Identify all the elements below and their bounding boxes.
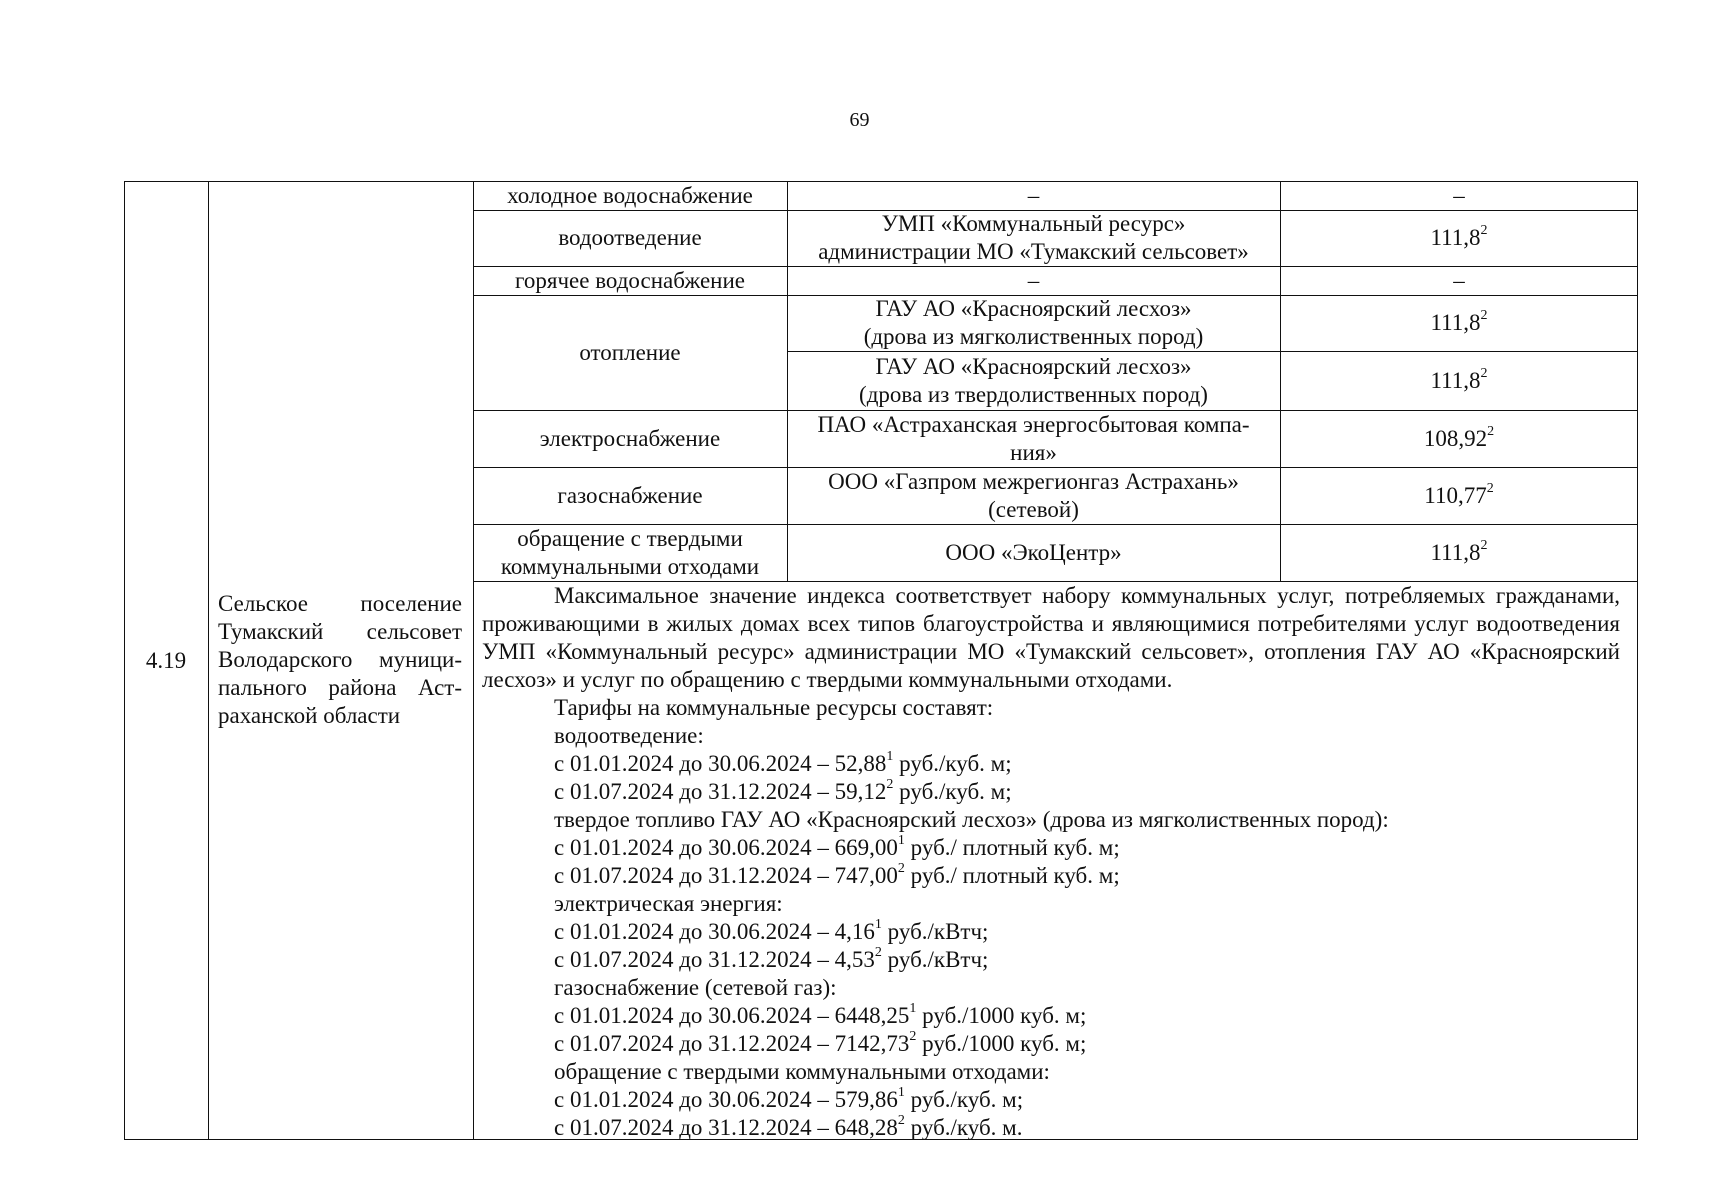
- tariff-text: газоснабжение (сетевой газ):: [554, 975, 837, 1000]
- index-cell: [1280, 210, 1638, 266]
- service-name-cell: [473, 181, 787, 210]
- index-number: –: [1453, 267, 1465, 293]
- tariff-unit: руб./куб. м;: [893, 779, 1012, 804]
- tariff-text: с 01.07.2024 до 31.12.2024 – 747,00: [554, 863, 898, 888]
- index-number: 111,8: [1430, 367, 1481, 393]
- footnote-mark: 2: [886, 777, 894, 793]
- provider-name: (дрова из твердолиственных пород): [859, 381, 1208, 407]
- service-name-cell: [473, 295, 787, 410]
- page-number: 69: [849, 109, 870, 131]
- tariff-line: [482, 1114, 1620, 1142]
- tariff-text: твердое топливо ГАУ АО «Красноярский лесхоз» (дрова из мягколиственных пород):: [554, 807, 1389, 832]
- tariff-unit: руб./кВтч;: [881, 919, 989, 944]
- tariff-line: [482, 722, 1620, 750]
- tariff-text: с 01.07.2024 до 31.12.2024 – 59,12: [554, 779, 887, 804]
- index-value: [1430, 224, 1487, 252]
- provider-cell: [787, 210, 1280, 266]
- tariff-text: водоотведение:: [554, 723, 704, 748]
- index-number: 110,77: [1424, 482, 1487, 508]
- index-cell: [1280, 410, 1638, 467]
- service-name: горячее водоснабжение: [515, 267, 745, 293]
- service-name-cell: [473, 266, 787, 295]
- settlement-line: Сельское поселение: [218, 591, 462, 616]
- service-name-cell: [473, 410, 787, 467]
- provider-cell: [787, 295, 1280, 351]
- tariff-text: с 01.07.2024 до 31.12.2024 – 7142,73: [554, 1031, 910, 1056]
- tariff-line: [482, 890, 1620, 918]
- footnote-mark: 1: [897, 1085, 905, 1101]
- tariff-unit: руб./ плотный куб. м;: [904, 835, 1120, 860]
- index-number: 111,8: [1430, 225, 1481, 250]
- service-name-cell: [473, 210, 787, 266]
- index-number: –: [1453, 182, 1465, 208]
- tariff-text: с 01.07.2024 до 31.12.2024 – 648,28: [554, 1115, 898, 1140]
- provider-name: ния»: [1010, 439, 1057, 465]
- footnote-mark: 2: [897, 1113, 905, 1129]
- index-cell: [1280, 181, 1638, 210]
- tariff-lines: [482, 694, 1620, 1142]
- provider-name: ПАО «Астраханская энергосбытовая компа-: [817, 411, 1250, 437]
- footnote-mark: 2: [1480, 223, 1488, 239]
- service-name: газоснабжение: [557, 482, 703, 508]
- tariff-line: [482, 834, 1620, 862]
- settlement-line: Володарского муници-: [218, 647, 462, 672]
- footnote-mark: 1: [897, 833, 905, 849]
- tariff-text: с 01.01.2024 до 30.06.2024 – 579,86: [554, 1087, 898, 1112]
- tariff-text: с 01.01.2024 до 30.06.2024 – 6448,25: [554, 1003, 910, 1028]
- tariff-unit: руб./куб. м;: [904, 1087, 1024, 1112]
- index-cell: [1280, 266, 1638, 295]
- index-number: 111,8: [1430, 539, 1481, 565]
- provider-name: (дрова из мягколиственных пород): [863, 324, 1204, 349]
- footnote-mark: 1: [909, 1001, 917, 1017]
- provider-name: –: [1027, 182, 1040, 208]
- tariff-line: [482, 1086, 1620, 1114]
- tariff-line: [482, 694, 1620, 722]
- provider-name: УМП «Коммунальный ресурс»: [881, 211, 1186, 236]
- footnote-mark: 2: [874, 945, 882, 961]
- tariff-line: [482, 750, 1620, 778]
- tariff-line: [482, 918, 1620, 946]
- tariff-text: Тарифы на коммунальные ресурсы составят:: [554, 695, 994, 720]
- table-vertical-rule: [208, 181, 209, 1140]
- tariff-text: с 01.01.2024 до 30.06.2024 – 52,88: [554, 751, 887, 776]
- index-number: 108,92: [1423, 425, 1488, 451]
- service-name: отопление: [579, 339, 681, 365]
- index-value: [1453, 182, 1465, 210]
- service-name-cell: [473, 467, 787, 524]
- tariff-text: с 01.01.2024 до 30.06.2024 – 669,00: [554, 835, 898, 860]
- provider-cell: [787, 467, 1280, 524]
- provider-name: (сетевой): [988, 496, 1079, 522]
- index-cell: [1280, 295, 1638, 351]
- index-cell: [1280, 351, 1638, 410]
- tariff-line: [482, 778, 1620, 806]
- index-value: [1430, 539, 1487, 567]
- provider-cell: [787, 181, 1280, 210]
- settlement-line: пального района Аст-: [218, 675, 462, 700]
- index-cell: [1280, 467, 1638, 524]
- provider-name: –: [1027, 267, 1040, 293]
- footnote-mark: 1: [886, 749, 894, 765]
- footnote-mark: 2: [897, 861, 905, 877]
- index-value: [1424, 482, 1493, 510]
- service-name: холодное водоснабжение: [507, 182, 753, 208]
- footnote-mark: 2: [1480, 537, 1488, 553]
- tariff-unit: руб./ плотный куб. м;: [904, 863, 1120, 888]
- tariff-line: [482, 862, 1620, 890]
- index-value: [1424, 425, 1494, 453]
- tariff-text: обращение с твердыми коммунальными отходами:: [554, 1059, 1050, 1084]
- tariff-unit: руб./куб. м.: [904, 1115, 1023, 1140]
- provider-name: ООО «ЭкоЦентр»: [945, 539, 1122, 565]
- tariff-unit: руб./кВтч;: [881, 947, 989, 972]
- provider-name: ООО «Газпром межрегионгаз Астрахань»: [828, 468, 1239, 494]
- index-value: [1453, 267, 1465, 295]
- tariff-line: [482, 1002, 1620, 1030]
- settlement-name: [218, 590, 462, 730]
- footnote-mark: 2: [1486, 480, 1494, 496]
- provider-cell: [787, 410, 1280, 467]
- tariff-line: [482, 974, 1620, 1002]
- tariff-line: [482, 1030, 1620, 1058]
- tariff-unit: руб./куб. м;: [893, 751, 1012, 776]
- service-name: электроснабжение: [539, 425, 721, 451]
- footnote-mark: 2: [909, 1029, 917, 1045]
- service-name: водоотведение: [558, 225, 702, 250]
- footnote-mark: 2: [1487, 423, 1495, 439]
- tariff-text: электрическая энергия:: [554, 891, 783, 916]
- settlement-line: Тумакский сельсовет: [218, 619, 462, 644]
- tariff-line: [482, 1058, 1620, 1086]
- provider-name: ГАУ АО «Красноярский лесхоз»: [875, 353, 1192, 379]
- footnote-mark: 1: [874, 917, 882, 933]
- tariff-text: с 01.01.2024 до 30.06.2024 – 4,16: [554, 919, 875, 944]
- note-paragraph: Максимальное значение индекса соответствует набору коммунальных услуг, потребляемых гражданами, проживающими в жилых домах всех типов благоустройства и являющимися потребителями услуг водоотведения УМП «Коммунальный ресурс» администрации МО «Тумакский сельсовет», отопления ГАУ АО «Красноярский лесхоз» и услуг по обращению с твердыми коммунальными отходами.: [482, 583, 1620, 692]
- tariff-unit: руб./1000 куб. м;: [916, 1003, 1087, 1028]
- row-number: 4.19: [145, 647, 187, 673]
- index-number: 111,8: [1430, 310, 1481, 335]
- provider-cell: [787, 351, 1280, 410]
- footnote-mark: 2: [1480, 308, 1488, 324]
- footnote-mark: 2: [1480, 365, 1488, 381]
- service-name: обращение с твердыми: [517, 525, 743, 551]
- provider-name: администрации МО «Тумакский сельсовет»: [818, 239, 1249, 264]
- service-name: коммунальными отходами: [500, 553, 760, 579]
- provider-cell: [787, 266, 1280, 295]
- tariff-line: [482, 806, 1620, 834]
- tariff-text: с 01.07.2024 до 31.12.2024 – 4,53: [554, 947, 875, 972]
- tariff-unit: руб./1000 куб. м;: [916, 1031, 1087, 1056]
- provider-name: ГАУ АО «Красноярский лесхоз»: [875, 296, 1192, 321]
- tariff-note: [482, 582, 1620, 1142]
- service-name-cell: [473, 524, 787, 581]
- provider-cell: [787, 524, 1280, 581]
- index-cell: [1280, 524, 1638, 581]
- tariff-line: [482, 946, 1620, 974]
- index-value: [1430, 367, 1487, 395]
- index-value: [1430, 309, 1487, 337]
- settlement-line: раханской области: [218, 703, 401, 728]
